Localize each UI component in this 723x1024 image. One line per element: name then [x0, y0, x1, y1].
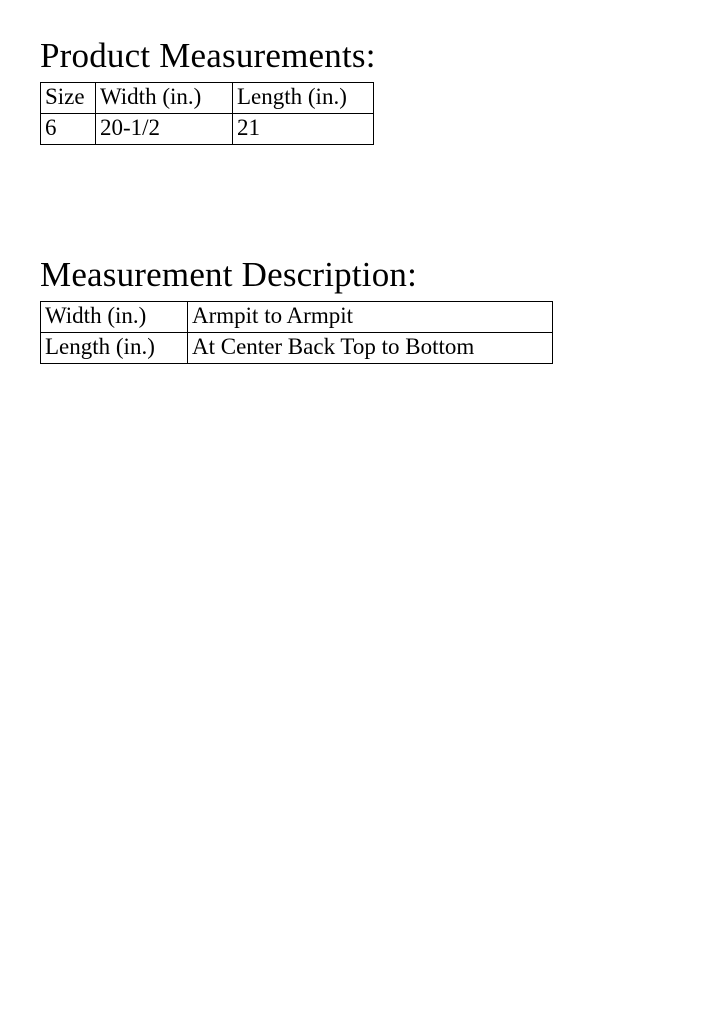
measurement-description-title: Measurement Description:	[40, 255, 418, 294]
cell-description-length: At Center Back Top to Bottom	[188, 333, 553, 364]
cell-width: 20-1/2	[96, 114, 233, 145]
cell-size: 6	[41, 114, 96, 145]
table-row	[41, 302, 553, 333]
section-spacer	[40, 145, 683, 255]
cell-term-width: Width (in.)	[41, 302, 188, 333]
cell-length: 21	[233, 114, 374, 145]
column-header-length: Length (in.)	[233, 83, 374, 114]
cell-description-width: Armpit to Armpit	[188, 302, 553, 333]
table-row	[41, 114, 374, 145]
column-header-width: Width (in.)	[96, 83, 233, 114]
table-header-row	[41, 83, 374, 114]
product-measurements-title: Product Measurements:	[40, 36, 376, 75]
product-measurements-section	[40, 36, 683, 145]
measurement-description-table	[40, 301, 553, 364]
column-header-size: Size	[41, 83, 96, 114]
product-measurements-table	[40, 82, 374, 145]
table-row	[41, 333, 553, 364]
cell-term-length: Length (in.)	[41, 333, 188, 364]
measurement-description-section	[40, 255, 683, 364]
